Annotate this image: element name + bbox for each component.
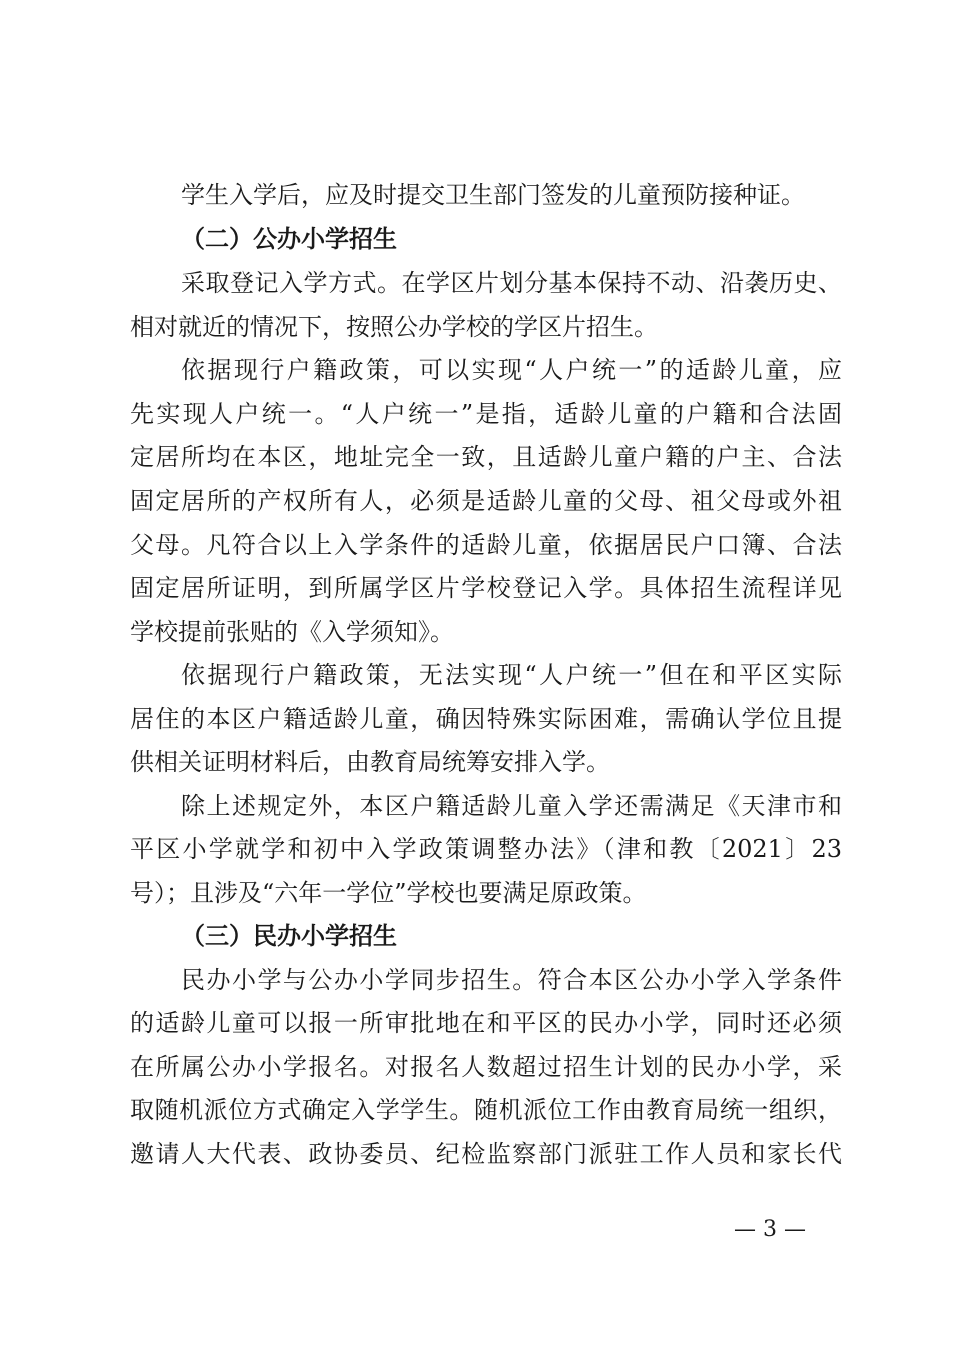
section-heading: （二）公办小学招生 [181,224,397,253]
paragraph-line: 的适龄儿童可以报一所审批地在和平区的民办小学，同时还必须 [130,1009,842,1037]
paragraph-line: 采取登记入学方式。在学区片划分基本保持不动、沿袭历史、 [181,269,842,297]
paragraph-line: 在所属公办小学报名。对报名人数超过招生计划的民办小学，采 [130,1053,842,1081]
paragraph-line: 号）；且涉及“六年一学位”学校也要满足原政策。 [130,879,647,907]
paragraph-line: 固定居所的产权所有人，必须是适龄儿童的父母、祖父母或外祖 [130,487,842,515]
paragraph-line: 父母。凡符合以上入学条件的适龄儿童，依据居民户口簿、合法 [130,531,842,559]
paragraph-line: 固定居所证明，到所属学区片学校登记入学。具体招生流程详见 [130,574,842,602]
paragraph-line: 民办小学与公办小学同步招生。符合本区公办小学入学条件 [181,966,842,994]
paragraph-line: 学校提前张贴的《入学须知》。 [130,618,454,646]
paragraph-line: 平区小学就学和初中入学政策调整办法》（津和教〔2021〕23 [130,835,842,863]
paragraph-line: 相对就近的情况下，按照公办学校的学区片招生。 [130,313,658,341]
paragraph-line: 先实现人户统一。“人户统一”是指，适龄儿童的户籍和合法固 [130,400,842,428]
paragraph-line: 邀请人大代表、政协委员、纪检监察部门派驻工作人员和家长代 [130,1140,842,1168]
paragraph-line: 依据现行户籍政策，可以实现“人户统一”的适龄儿童，应 [181,356,842,384]
page-number: — 3 — [734,1217,806,1242]
paragraph-line: 取随机派位方式确定入学学生。随机派位工作由教育局统一组织， [130,1096,842,1124]
section-heading: （三）民办小学招生 [181,921,397,950]
paragraph-line: 供相关证明材料后，由教育局统筹安排入学。 [130,748,610,776]
paragraph-line: 除上述规定外，本区户籍适龄儿童入学还需满足《天津市和 [181,792,842,820]
paragraph-line: 依据现行户籍政策，无法实现“人户统一”但在和平区实际 [181,661,842,689]
paragraph-line: 定居所均在本区，地址完全一致，且适龄儿童户籍的户主、合法 [130,443,842,471]
paragraph-line: 学生入学后，应及时提交卫生部门签发的儿童预防接种证。 [181,181,805,209]
paragraph-line: 居住的本区户籍适龄儿童，确因特殊实际困难，需确认学位且提 [130,705,842,733]
